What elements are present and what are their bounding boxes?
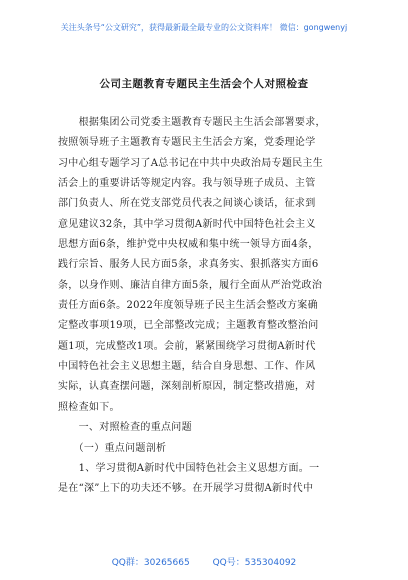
body-line: 1、学习贯彻A新时代中国特色社会主义思想方面。一 [58,462,320,474]
body-line: 活会上的重要讲话等规定内容。我与领导班子成员、主管 [58,178,316,190]
qq-number: QQ号：535304092 [212,558,297,568]
body-line: 照检查如下。 [58,401,120,413]
footer-contact [0,555,408,568]
body-line: 定整改事项19项，已全部整改完成；主题教育整改整治问 [58,320,319,332]
body-line: 思想方面6条，维护党中央权威和集中统一领导方面4条， [58,239,319,251]
body-line: 按照领导班子主题教育专题民主生活会方案，党委理论学 [58,137,316,149]
body-line: 部门负责人、所在党支部党员代表之间谈心谈话，征求到 [58,198,316,210]
subsection-heading: （一）重点问题剖析 [58,442,167,454]
body-line: 实际，认真查摆问题，深刻剖析原因，制定整改措施，对 [58,381,316,393]
body-line: 习中心组专题学习了A总书记在中共中央政治局专题民主生 [58,157,324,169]
body-line: 中国特色社会主义思想主题，结合自身思想、工作、作风 [58,361,316,373]
document-body [58,113,354,500]
body-line: 根据集团公司党委主题教育专题民主生活会部署要求， [58,117,326,128]
body-line: 是在“深”上下的功夫还不够。在开展学习贯彻A新时代中 [58,483,314,495]
body-line: 责任方面6条。2022年度领导班子民主生活会整改方案确 [58,300,318,312]
promo-banner: 关注头条号“公文研究”，获得最新最全最专业的公文资料库！ 微信：gongwenyj [60,23,348,32]
body-line: 题1项，完成整改1项。会前，紧紧围绕学习贯彻A新时代 [58,340,316,352]
body-line: 意见建议32条，其中学习贯彻A新时代中国特色社会主义 [58,218,316,230]
body-line: 条，以身作则、廉洁自律方面5条，履行全面从严治党政治 [58,279,323,291]
qq-group: QQ群：30265665 [111,558,190,568]
section-heading: 一、对照检查的重点问题 [58,422,192,434]
document-title: 公司主题教育专题民主生活会个人对照检查 [99,78,309,90]
body-line: 践行宗旨、服务人民方面5条，求真务实、狠抓落实方面6 [58,259,319,271]
